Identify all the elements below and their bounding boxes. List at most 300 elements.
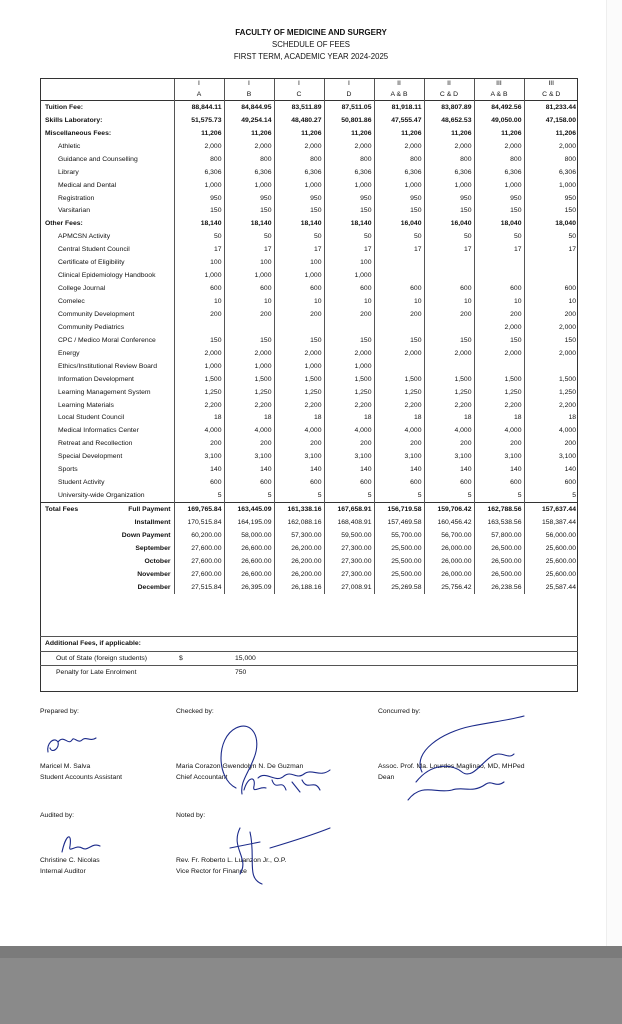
payment-label [40,555,174,568]
additional-fee-row [40,651,578,666]
additional-fee-value: 750 [235,669,247,676]
payment-amount: 25,269.58 [374,581,424,594]
fee-amount: 600 [524,282,578,295]
payment-amount: 27,515.84 [174,581,224,594]
payment-type: Full Payment [128,506,171,514]
additional-fee-label: Penalty for Late Enrolment [56,669,137,676]
payment-amount: 25,600.00 [524,542,578,555]
payment-amount: 25,600.00 [524,568,578,581]
fee-amount [274,321,324,334]
fee-amount: 1,500 [174,373,224,386]
fee-amount: 18 [174,412,224,425]
fee-amount: 1,250 [224,386,274,399]
fee-label: Comelec [58,298,85,306]
signatory-name: Assoc. Prof. Ma. Lourdes Maglinao, MD, MHPed [378,763,525,770]
fee-amount: 10 [424,295,474,308]
fee-label: Certificate of Eligibility [58,259,125,267]
fee-amount: 800 [224,153,274,166]
fee-amount: 150 [174,205,224,218]
payment-amount: 26,200.00 [274,542,324,555]
payment-type: Installment [134,518,171,526]
fee-amount: 950 [524,192,578,205]
signatory-name: Christine C. Nicolas [40,857,100,864]
fee-amount: 2,200 [524,399,578,412]
fee-label: Central Student Council [58,246,130,254]
document-subtitle: SCHEDULE OF FEES [272,40,350,49]
fee-amount: 83,807.89 [424,101,474,114]
fee-amount: 200 [224,308,274,321]
fee-amount: 150 [274,334,324,347]
signature-maglinao [392,712,532,812]
year-level-header: II [374,78,424,89]
fee-item-row [40,153,578,166]
column-header-blank [40,78,174,89]
fee-amount: 18 [524,412,578,425]
fee-item-row [40,321,578,334]
signatory-title: Dean [378,774,395,781]
payment-amount: 25,500.00 [374,542,424,555]
fee-label: College Journal [58,285,106,293]
fee-amount: 50 [524,230,578,243]
payment-amount: 60,200.00 [174,529,224,542]
payment-amount: 26,238.56 [474,581,524,594]
fee-item-row [40,450,578,463]
fee-amount: 150 [224,205,274,218]
fee-label: Sports [58,466,78,474]
fee-amount [224,321,274,334]
fee-amount: 600 [224,476,274,489]
payment-amount: 168,408.91 [324,516,374,529]
fee-label: Guidance and Counselling [58,155,138,163]
section-header: A [174,89,224,101]
section-header: C & D [524,89,578,101]
fee-amount: 150 [374,205,424,218]
fee-amount: 950 [174,192,224,205]
fee-amount: 150 [524,205,578,218]
fee-amount: 2,200 [474,399,524,412]
payment-row [40,568,578,581]
fee-amount: 150 [324,205,374,218]
fee-label: APMCSN Activity [58,233,111,241]
fee-amount: 2,200 [424,399,474,412]
payment-amount: 159,706.42 [424,503,474,516]
fee-amount: 81,918.11 [374,101,424,114]
fee-amount: 4,000 [324,424,374,437]
fee-amount: 16,040 [424,217,474,230]
payment-label [40,529,174,542]
fee-amount: 84,844.95 [224,101,274,114]
fee-amount: 10 [524,295,578,308]
fee-amount: 1,000 [224,269,274,282]
fee-amount: 4,000 [224,424,274,437]
fee-amount: 6,306 [224,166,274,179]
payment-row [40,529,578,542]
fee-amount: 200 [374,308,424,321]
fee-amount: 2,200 [224,399,274,412]
fee-amount [374,269,424,282]
signatory-title: Student Accounts Assistant [40,774,122,781]
payment-row [40,581,578,594]
year-level-header: I [274,78,324,89]
section-header: A & B [474,89,524,101]
fee-item-row [40,166,578,179]
fee-amount [524,256,578,269]
payment-label [40,503,174,516]
fee-amount [524,360,578,373]
fee-amount: 2,000 [324,347,374,360]
fee-amount: 1,500 [324,373,374,386]
column-header-row [40,89,578,101]
payment-amount: 27,008.91 [324,581,374,594]
fee-amount: 600 [324,476,374,489]
fee-label: Medical and Dental [58,181,117,189]
fee-amount: 150 [374,334,424,347]
fee-amount: 150 [524,334,578,347]
fee-amount: 50 [324,230,374,243]
fee-label: Other Fees: [45,220,83,228]
year-level-header: II [424,78,474,89]
fee-category-row [40,217,578,230]
fee-amount: 140 [374,463,424,476]
fee-amount: 5 [324,489,374,502]
fee-amount: 2,000 [224,347,274,360]
fee-amount: 600 [374,282,424,295]
fee-label: Varsitarian [58,207,90,215]
fee-amount: 200 [424,308,474,321]
fee-amount: 47,158.00 [524,114,578,127]
fee-amount: 1,000 [174,269,224,282]
fee-label: Miscellaneous Fees: [45,129,112,137]
fee-amount: 950 [474,192,524,205]
fee-item-row [40,230,578,243]
fee-amount: 150 [424,334,474,347]
year-level-header: I [224,78,274,89]
fee-amount [374,360,424,373]
fee-item-row [40,437,578,450]
fee-amount: 600 [174,282,224,295]
payment-amount: 58,000.00 [224,529,274,542]
fee-amount: 11,206 [424,127,474,140]
payment-amount: 25,500.00 [374,568,424,581]
fee-item-row [40,489,578,502]
fee-label: Learning Materials [58,401,114,409]
fee-amount: 50 [174,230,224,243]
fee-item-row [40,334,578,347]
prepared-by-caption: Prepared by: [40,708,79,715]
fee-category-row [40,101,578,114]
payment-amount: 26,188.16 [274,581,324,594]
fee-amount: 5 [424,489,474,502]
fee-amount: 2,000 [524,140,578,153]
fee-amount: 150 [224,334,274,347]
fee-amount: 3,100 [224,450,274,463]
fee-amount: 3,100 [174,450,224,463]
fee-amount [474,360,524,373]
fee-label: Student Activity [58,479,105,487]
fee-amount: 11,206 [474,127,524,140]
fee-amount: 800 [474,153,524,166]
fee-amount: 200 [474,308,524,321]
checked-by-caption: Checked by: [176,708,214,715]
fee-amount: 18,140 [174,217,224,230]
fee-amount: 10 [324,295,374,308]
fee-amount [324,321,374,334]
fee-label: Clinical Epidemiology Handbook [58,272,156,280]
payment-type: Down Payment [121,531,171,539]
fee-amount: 950 [224,192,274,205]
fee-amount: 5 [474,489,524,502]
additional-fee-row [40,665,578,680]
fee-amount: 3,100 [424,450,474,463]
fee-amount: 5 [224,489,274,502]
fee-amount: 4,000 [374,424,424,437]
fee-amount: 1,000 [474,179,524,192]
signature-nicolas [52,824,112,860]
fee-label: University-wide Organization [58,492,145,500]
fee-amount: 1,500 [474,373,524,386]
fee-amount: 3,100 [274,450,324,463]
fee-amount: 51,575.73 [174,114,224,127]
payment-amount: 27,300.00 [324,568,374,581]
fee-amount: 800 [174,153,224,166]
fee-amount: 140 [274,463,324,476]
fee-schedule-table [40,78,578,594]
fee-amount: 150 [474,205,524,218]
payment-row [40,555,578,568]
section-header: C [274,89,324,101]
fee-amount: 1,500 [224,373,274,386]
fee-amount: 2,000 [474,321,524,334]
fee-amount: 200 [224,437,274,450]
fee-item-row [40,386,578,399]
fee-amount [424,360,474,373]
fee-label: Community Development [58,310,135,318]
fee-amount: 84,492.56 [474,101,524,114]
payment-type: November [137,570,171,578]
fee-amount: 1,250 [324,386,374,399]
fee-amount: 800 [324,153,374,166]
concurred-by-caption: Concurred by: [378,708,421,715]
fee-amount: 600 [224,282,274,295]
payment-amount: 56,700.00 [424,529,474,542]
fee-amount [424,269,474,282]
payment-amount: 55,700.00 [374,529,424,542]
fee-amount: 4,000 [274,424,324,437]
fee-amount: 5 [524,489,578,502]
fee-amount: 16,040 [374,217,424,230]
fee-amount: 6,306 [174,166,224,179]
fee-amount: 800 [424,153,474,166]
fee-amount: 11,206 [324,127,374,140]
fee-amount: 81,233.44 [524,101,578,114]
fee-amount: 150 [274,205,324,218]
fee-amount: 2,000 [224,140,274,153]
fee-amount: 600 [524,476,578,489]
section-header: B [224,89,274,101]
year-level-header: III [524,78,578,89]
fee-amount: 10 [224,295,274,308]
fee-item-row [40,347,578,360]
fee-amount: 1,000 [524,179,578,192]
fee-amount: 2,200 [324,399,374,412]
fee-amount: 2,000 [424,140,474,153]
document-title: FACULTY OF MEDICINE AND SURGERY [235,28,387,37]
fee-amount: 800 [274,153,324,166]
fee-amount: 17 [224,243,274,256]
fee-amount: 1,000 [424,179,474,192]
fee-amount: 150 [174,334,224,347]
fee-amount: 600 [424,282,474,295]
fee-amount: 950 [424,192,474,205]
fee-amount: 140 [524,463,578,476]
additional-fees-heading: Additional Fees, if applicable: [40,636,578,651]
section-header: A & B [374,89,424,101]
payment-label [40,516,174,529]
fee-amount: 950 [374,192,424,205]
fee-amount [374,321,424,334]
payment-amount: 25,587.44 [524,581,578,594]
payment-amount: 169,765.84 [174,503,224,516]
payment-amount: 26,500.00 [474,542,524,555]
additional-fee-label: Out of State (foreign students) [56,654,148,662]
fee-label: Registration [58,194,95,202]
fee-amount: 11,206 [224,127,274,140]
fee-amount: 150 [424,205,474,218]
fee-item-row [40,463,578,476]
fee-amount: 1,500 [524,373,578,386]
fee-amount: 100 [174,256,224,269]
fee-amount: 1,000 [274,179,324,192]
fee-amount: 600 [324,282,374,295]
fee-amount: 6,306 [274,166,324,179]
fee-amount: 6,306 [424,166,474,179]
additional-fee-value: 15,000 [235,654,256,662]
fee-amount [424,256,474,269]
fee-amount: 83,511.89 [274,101,324,114]
fee-amount: 18 [424,412,474,425]
payment-amount: 26,600.00 [224,568,274,581]
payment-amount: 57,300.00 [274,529,324,542]
fee-amount: 150 [324,334,374,347]
total-fees-label: Total Fees [45,506,79,514]
fee-amount: 18,140 [324,217,374,230]
fee-amount: 200 [524,437,578,450]
fee-amount: 48,480.27 [274,114,324,127]
fee-amount: 950 [274,192,324,205]
fee-item-row [40,373,578,386]
fee-amount: 5 [274,489,324,502]
fee-amount: 2,000 [174,347,224,360]
payment-amount: 26,200.00 [274,555,324,568]
fee-amount: 1,000 [374,179,424,192]
fee-amount: 600 [274,476,324,489]
payment-label [40,542,174,555]
fee-amount: 5 [174,489,224,502]
fee-amount: 17 [474,243,524,256]
fee-amount: 18 [324,412,374,425]
fee-amount: 11,206 [524,127,578,140]
fee-item-row [40,399,578,412]
payment-amount: 25,756.42 [424,581,474,594]
payment-amount: 157,637.44 [524,503,578,516]
payment-amount: 59,500.00 [324,529,374,542]
fee-amount: 200 [324,437,374,450]
fee-amount: 2,000 [374,140,424,153]
fee-amount: 5 [374,489,424,502]
fee-amount: 1,250 [424,386,474,399]
fee-amount: 950 [324,192,374,205]
payment-amount: 170,515.84 [174,516,224,529]
academic-term: FIRST TERM, ACADEMIC YEAR 2024-2025 [233,52,389,61]
fee-amount: 600 [424,476,474,489]
fee-amount: 1,000 [324,179,374,192]
fee-amount: 1,250 [274,386,324,399]
fee-amount: 140 [324,463,374,476]
fee-amount: 140 [224,463,274,476]
fee-amount: 200 [324,308,374,321]
fee-amount: 200 [374,437,424,450]
payment-amount: 26,395.09 [224,581,274,594]
fee-amount: 140 [424,463,474,476]
fee-label: Retreat and Recollection [58,440,133,448]
fee-amount: 11,206 [274,127,324,140]
fee-amount: 3,100 [524,450,578,463]
year-level-header: I [324,78,374,89]
payment-amount: 26,000.00 [424,542,474,555]
fee-label: Skills Laboratory: [45,116,103,124]
fee-amount: 2,200 [174,399,224,412]
fee-amount: 17 [424,243,474,256]
fee-amount: 18 [374,412,424,425]
fee-amount: 4,000 [524,424,578,437]
signatory-name: Maria Corazon Gwendolyn N. De Guzman [176,763,304,770]
payment-row [40,516,578,529]
fee-amount: 6,306 [524,166,578,179]
fee-item-row [40,412,578,425]
fee-amount: 2,000 [524,321,578,334]
fee-amount: 47,555.47 [374,114,424,127]
fee-amount: 200 [474,437,524,450]
fee-amount: 200 [174,308,224,321]
fee-amount [474,269,524,282]
payment-amount: 26,500.00 [474,568,524,581]
fee-amount: 200 [274,308,324,321]
fee-label: Energy [58,349,80,357]
fee-label: Library [58,168,79,176]
payment-amount: 27,600.00 [174,542,224,555]
payment-amount: 27,600.00 [174,555,224,568]
payment-amount: 162,088.16 [274,516,324,529]
fee-label: Information Development [58,375,134,383]
fee-amount: 50 [474,230,524,243]
signatory-title: Vice Rector for Finance [176,868,247,875]
fee-amount: 2,000 [474,347,524,360]
fee-amount [524,269,578,282]
fee-label: Tuition Fee: [40,101,174,114]
year-level-header: I [174,78,224,89]
fee-amount: 200 [174,437,224,450]
fee-amount: 18 [224,412,274,425]
fee-amount: 2,000 [474,140,524,153]
fee-amount [174,321,224,334]
scan-shadow [0,946,622,958]
fee-amount: 1,000 [274,269,324,282]
fee-amount: 1,500 [374,373,424,386]
fee-item-row [40,424,578,437]
fee-amount: 2,200 [374,399,424,412]
scan-edge [606,0,622,946]
fee-amount: 1,250 [524,386,578,399]
